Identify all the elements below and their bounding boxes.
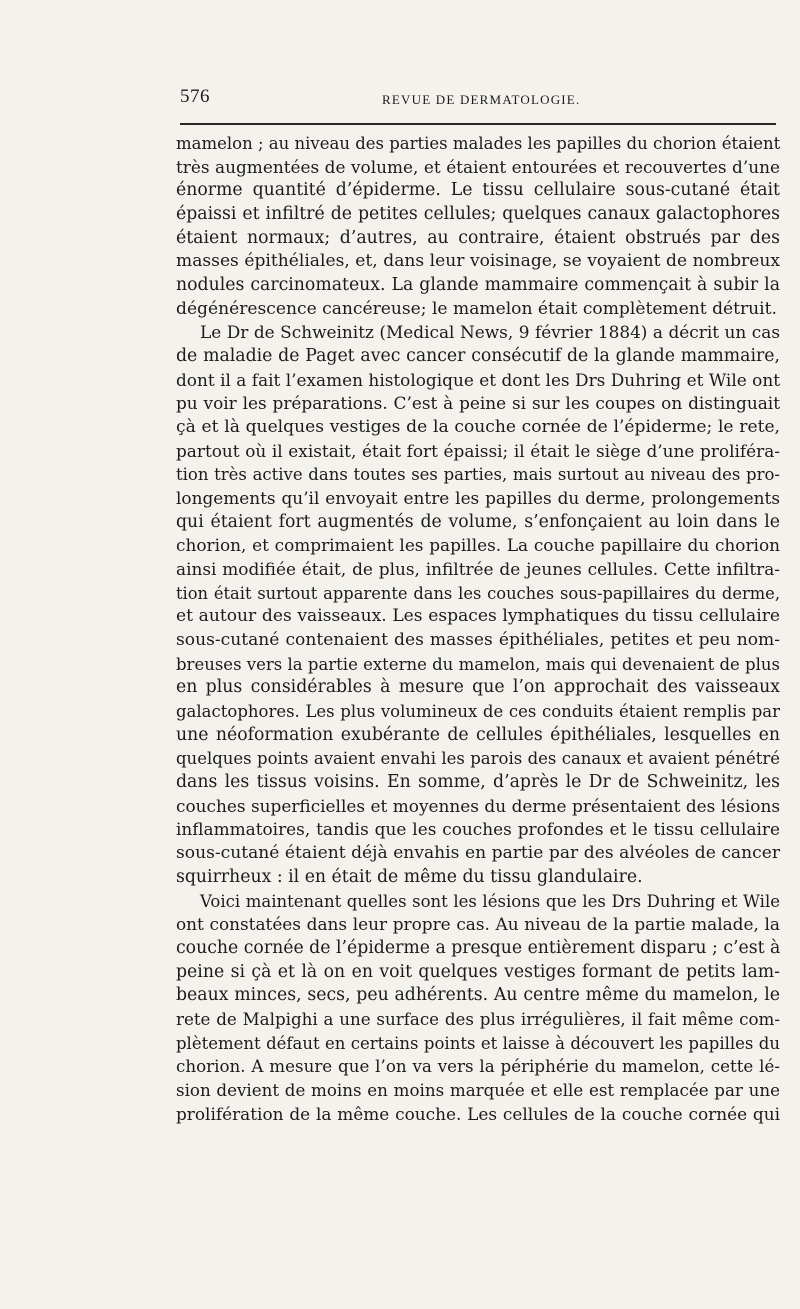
text-line: chorion. A mesure que l’on va vers la périphérie du mamelon, cette lé- [176,1056,780,1077]
text-line: une néoformation exubérante de cellules épithéliales, lesquelles en [176,724,780,745]
text-line: épaissi et infiltré de petites cellules; quelques canaux galactophores [176,204,780,225]
text-line: longements qu’il envoyait entre les papilles du derme, prolongements [176,488,780,509]
text-line: plètement défaut en certains points et laisse à découvert les papilles du [176,1033,780,1053]
text-line: peine si çà et là on en voit quelques vestiges formant de petits lam- [176,961,780,982]
text-line: tion était surtout apparente dans les couches sous-papillaires du derme, [176,583,780,603]
text-line: dans les tissus voisins. En somme, d’après le Dr de Schweinitz, les [176,772,780,793]
body-text [176,132,780,1126]
text-line: mamelon ; au niveau des parties malades les papilles du chorion étaient [176,134,781,153]
text-line: dont il a fait l’examen histologique et dont les Drs Duhring et Wile ont [176,369,780,390]
running-title: REVUE DE DERMATOLOGIE. [382,92,581,107]
text-line: quelques points avaient envahi les parois des canaux et avaient pénétré [176,749,780,769]
text-line: ont constatées dans leur propre cas. Au niveau de la partie malade, la [176,914,780,935]
text-line: pu voir les préparations. C’est à peine si sur les coupes on distinguait [176,393,780,414]
text-line: partout où il existait, était fort épaissi; il était le siège d’une proliféra- [176,440,780,461]
text-line: énorme quantité d’épiderme. Le tissu cellulaire sous-cutané était [176,180,780,201]
text-line: chorion, et comprimaient les papilles. La couche papillaire du chorion [176,535,780,556]
paragraph-start-line: Voici maintenant quelles sont les lésions que les Drs Duhring et Wile [200,891,780,911]
text-line: sion devient de moins en moins marquée et elle est remplacée par une [176,1079,780,1100]
text-line: dégénérescence cancéreuse; le mamelon était complètement détruit. [176,298,777,319]
page-header [180,86,780,110]
text-line: beaux minces, secs, peu adhérents. Au centre même du mamelon, le [176,985,780,1006]
text-line: sous-cutané étaient déjà envahis en partie par des alvéoles de cancer [176,843,780,864]
text-line: galactophores. Les plus volumineux de ces conduits étaient remplis par [176,702,780,722]
text-line: couches superficielles et moyennes du derme présentaient des lésions [176,795,780,816]
text-line: sous-cutané contenaient des masses épithéliales, petites et peu nom- [176,630,780,651]
text-line: ainsi modifiée était, de plus, infiltrée de jeunes cellules. Cette infiltra- [176,559,780,580]
text-line: de maladie de Paget avec cancer consécutif de la glande mammaire, [176,346,780,367]
text-line: nodules carcinomateux. La glande mammaire commençait à subir la [176,275,780,296]
text-line: prolifération de la même couche. Les cellules de la couche cornée qui [176,1103,780,1124]
text-line: en plus considérables à mesure que l’on approchait des vaisseaux [176,677,780,698]
text-line: qui étaient fort augmentés de volume, s’enfonçaient au loin dans le [176,511,780,532]
text-line: étaient normaux; d’autres, au contraire, étaient obstrués par des [176,227,780,248]
text-line: çà et là quelques vestiges de la couche cornée de l’épiderme; le rete, [176,417,780,438]
text-line: masses épithéliales, et, dans leur voisinage, se voyaient de nombreux [176,251,780,272]
text-line: breuses vers la partie externe du mamelon, mais qui devenaient de plus [176,654,780,674]
page-number: 576 [180,86,210,107]
paragraph-start-line: Le Dr de Schweinitz (Medical News, 9 février 1884) a décrit un cas [200,322,780,343]
text-line: inflammatoires, tandis que les couches profondes et le tissu cellulaire [176,819,780,840]
text-line: couche cornée de l’épiderme a presque entièrement disparu ; c’est à [176,937,781,958]
text-line: squirrheux : il en était de même du tissu glandulaire. [176,866,643,887]
text-line: tion très active dans toutes ses parties, mais surtout au niveau des pro- [176,465,780,485]
text-line: et autour des vaisseaux. Les espaces lymphatiques du tissu cellulaire [176,606,780,627]
header-rule [180,123,776,125]
text-line: rete de Malpighi a une surface des plus irrégulières, il fait même com- [176,1008,780,1029]
text-line: très augmentées de volume, et étaient entourées et recouvertes d’une [176,156,780,177]
